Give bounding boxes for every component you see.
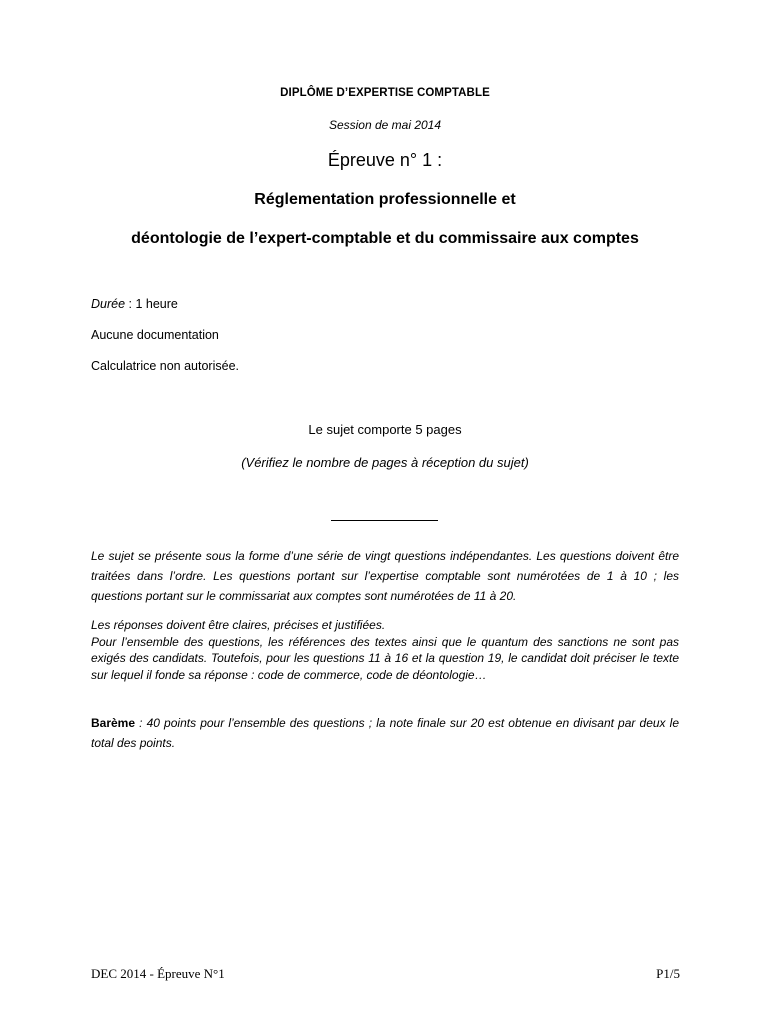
footer-exam-ref: DEC 2014 - Épreuve N°1 [91,966,225,981]
bareme-paragraph [91,713,679,753]
answers-paragraph [91,617,679,683]
exam-number: Épreuve n° 1 : [327,150,443,170]
separator-line [331,520,438,521]
references-note: Pour l’ensemble des questions, les références des textes ainsi que le quantum des sanctions ne sont pas exigés des candidats. Toutefois, pour les questions 11 à 16 et la question 19, le candidat doit préciser le texte sur lequel il fonde sa réponse : code de commerce, code de déontologie… [91,634,679,682]
verify-pages-text: (Vérifiez le nombre de pages à réception du sujet) [241,455,529,470]
instructions-paragraph: Le sujet se présente sous la forme d’une série de vingt questions indépendantes. Les questions doivent être traitées dans l’ordre. Les questions portant sur l’expertise comptable sont numérotées de 1 à 10 ; les questions portant sur le commissariat aux comptes sont numérotées de 11 à 20. [91,549,679,603]
answers-requirement: Les réponses doivent être claires, précises et justifiées. [91,618,386,632]
exam-title-line2: déontologie de l’expert-comptable et du commissaire aux comptes [131,230,639,247]
page-count-text: Le sujet comporte 5 pages [308,422,462,437]
calculator-line: Calculatrice non autorisée. [91,359,239,373]
session-date: Session de mai 2014 [328,118,442,132]
bareme-label: Barème [91,716,136,730]
footer-page-number: P1/5 [656,966,680,981]
duration-value: : 1 heure [125,297,178,311]
exam-title-line1: Réglementation professionnelle et [254,191,516,208]
diploma-heading: DIPLÔME D’EXPERTISE COMPTABLE [280,87,490,99]
duration-line [91,297,178,311]
bareme-text: : 40 points pour l’ensemble des questions ; la note finale sur 20 est obtenue en divisant par deux le total des points. [91,716,679,750]
duration-label: Durée [91,297,126,311]
documentation-line: Aucune documentation [91,328,219,342]
